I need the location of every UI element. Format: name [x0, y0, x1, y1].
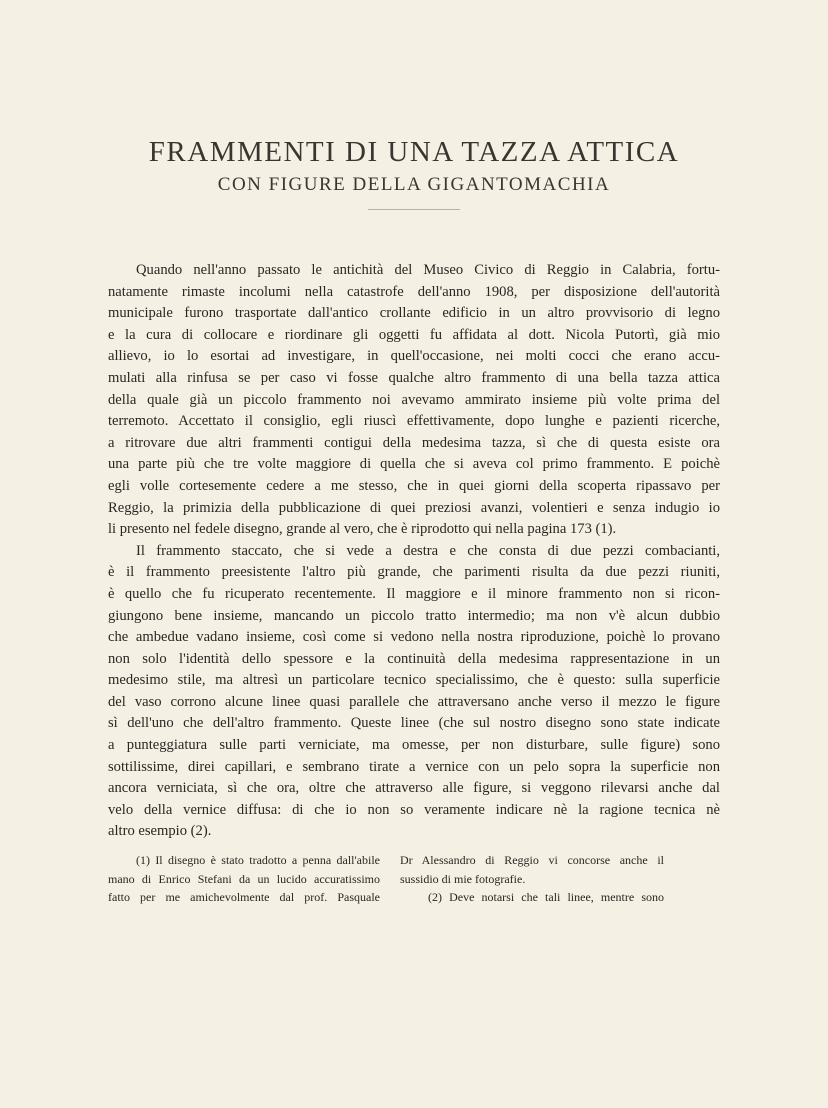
text-line: (2) Deve notarsi che tali linee, mentre sono [428, 890, 664, 904]
text-line: sussidio di mie fotografie. [400, 871, 526, 886]
text-line: a ritrovare due altri frammenti contigui della medesima tazza, sì che di questa esiste ora [108, 434, 720, 451]
text-line: una parte più che tre volte maggiore di quella che si aveva col primo frammento. E poichè [108, 456, 720, 473]
text-line: sottilissime, direi capillari, e sembrano tirate a vernice con un pelo sopra la superficie non [108, 758, 720, 775]
text-line: egli volle cortesemente cedere a me stesso, che in quei giorni della scoperta ripassavo per [108, 477, 720, 494]
text-line: del vaso corrono alcune linee quasi parallele che attraversano anche verso il mezzo le figure [108, 693, 720, 710]
title-divider [368, 209, 460, 210]
footnotes-right-column [400, 851, 664, 907]
body-text [108, 260, 720, 843]
text-line: mulati alla rinfusa se per caso vi fosse qualche altro frammento di una bella tazza attica [108, 369, 720, 386]
text-line: natamente rimaste incolumi nella catastrofe dell'anno 1908, per disposizione dell'autorità [108, 283, 720, 300]
page-subtitle: CON FIGURE DELLA GIGANTOMACHIA [217, 174, 611, 195]
text-line: medesimo stile, ma altresì un particolare tecnico specialissimo, che è questo: sulla superficie [108, 672, 720, 689]
text-line: Dr Alessandro di Reggio vi concorse anche il [400, 853, 664, 867]
text-line: a punteggiatura sulle parti verniciate, ma omesse, per non disturbare, sulle figure) sono [108, 737, 720, 754]
text-line: è quello che fu ricuperato recentemente. Il maggiore e il minore frammento non si ricon- [108, 585, 720, 602]
footnotes-left-column [108, 851, 380, 907]
text-line: ancora verniciata, sì che ora, oltre che attraverso alle figure, si veggono rilevarsi anche dal [108, 780, 720, 797]
text-line: (1) Il disegno è stato tradotto a penna dall'abile [136, 853, 380, 867]
text-line: allievo, io lo esortai ad investigare, in quell'occasione, nei molti cocci che erano accu- [108, 348, 720, 365]
text-line: fatto per me amichevolmente dal prof. Pasquale [108, 890, 380, 904]
text-line: terremoto. Accettato il consiglio, egli riuscì effettivamente, dopo lunghe e pazienti ricerche, [108, 413, 720, 430]
page-title: FRAMMENTI DI UNA TAZZA ATTICA [148, 136, 680, 168]
text-line: Reggio, la primizia della pubblicazione di quei preziosi avanzi, volentieri e senza indugio io [108, 499, 720, 516]
text-line: è il frammento preesistente l'altro più grande, che parimenti risulta da due pezzi riuniti, [108, 564, 720, 581]
text-line: che ambedue vadano insieme, così come si vedono nella nostra riproduzione, poichè lo provano [108, 629, 720, 646]
text-line: della quale già un piccolo frammento noi avevamo ammirato insieme più volte prima del [108, 391, 720, 408]
text-line: sì dell'uno che dell'altro frammento. Queste linee (che sul nostro disegno sono state indicate [108, 715, 720, 732]
text-line: Il frammento staccato, che si vede a destra e che consta di due pezzi combacianti, [136, 542, 720, 559]
text-line: velo della vernice diffusa: di che io non so veramente indicare nè la ragione tecnica nè [108, 801, 720, 818]
text-line: altro esempio (2). [108, 823, 212, 840]
text-line: li presento nel fedele disegno, grande al vero, che è riprodotto qui nella pagina 173 (1). [108, 521, 617, 538]
text-line: mano di Enrico Stefani da un lucido accuratissimo [108, 871, 380, 886]
text-line: giungono bene insieme, mancando un piccolo tratto intermedio; ma non v'è alcun dubbio [108, 607, 720, 624]
text-line: e la cura di collocare e riordinare gli oggetti fu affidata al dott. Nicola Putortì, già mio [108, 326, 720, 343]
text-line: non solo l'identità dello spessore e la continuità della medesima rappresentazione in un [108, 650, 720, 667]
text-line: Quando nell'anno passato le antichità del Museo Civico di Reggio in Calabria, fortu- [136, 262, 720, 278]
text-line: municipale furono trasportate dall'antico crollante edificio in un altro provvisorio di legno [108, 305, 720, 322]
